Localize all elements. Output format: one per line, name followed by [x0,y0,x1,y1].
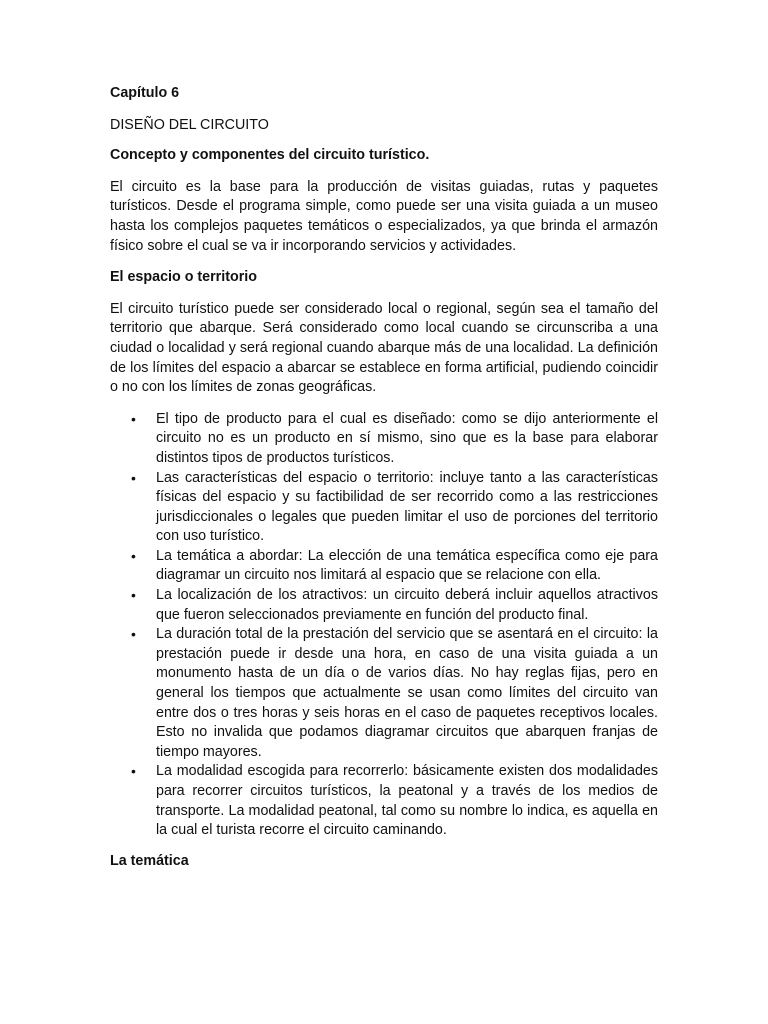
list-item [110,586,658,625]
list-item [110,762,658,840]
bullet-icon: • [131,587,136,604]
list-item-text: La modalidad escogida para recorrerlo: básicamente existen dos modalidades para recorrer circuitos turísticos, la peatonal y a través de los medios de transporte. La modalidad peatonal, tal como su nombre lo indica, es aquella en la cual el turista recorre el circuito caminando. [156,763,658,839]
list-item-text: El tipo de producto para el cual es diseñado: como se dijo anteriormente el circuito no es un producto en sí mismo, sino que es la base para elaborar distintos tipos de productos turísticos. [156,410,658,466]
factors-list [110,410,658,841]
document-page [110,84,658,883]
bullet-icon: • [131,547,136,564]
theme-subtitle: La temática [110,852,189,869]
list-item [110,625,658,762]
bullet-icon: • [131,469,136,486]
list-item-text: La temática a abordar: La elección de una temática específica como eje para diagramar un circuito nos limitará al espacio que se relacione con ella. [156,547,658,584]
bullet-icon: • [131,410,136,427]
chapter-heading: Capítulo 6 [110,85,180,101]
list-item [110,547,658,586]
intro-paragraph: El circuito es la base para la producción de visitas guiadas, rutas y paquetes turísticos. Desde el programa simple, como puede ser una visita guiada a un museo hasta los complejos paquetes temáticos o especializados, ya que brinda el armazón físico sobre el cual se va ir incorporando servicios y actividades. [110,178,658,254]
list-item [110,469,658,547]
list-item [110,410,658,469]
bullet-icon: • [131,763,136,780]
section-title: DISEÑO DEL CIRCUITO [110,116,269,133]
bullet-icon: • [131,626,136,643]
list-item-text: La duración total de la prestación del servicio que se asentará en el circuito: la prestación puede ir desde una hora, en caso de una visita guiada a un monumento hasta de un día o de varios días. No hay reglas fijas, pero en general los tiempos que actualmente se usan como límites del circuito van entre dos o tres horas y seis horas en el caso de paquetes receptivos locales. Esto no invalida que podamos diagramar circuitos que abarquen franjas de tiempo mayores. [156,626,658,760]
space-subtitle: El espacio o territorio [110,269,257,286]
list-item-text: La localización de los atractivos: un circuito deberá incluir aquellos atractivos que fueron seleccionados previamente en función del producto final. [156,587,658,623]
space-paragraph: El circuito turístico puede ser considerado local o regional, según sea el tamaño del territorio que abarque. Será considerado como local cuando se circunscriba a una ciudad o localidad y será regional cuando abarque más de una localidad. La definición de los límites del espacio a abarcar se establece en forma artificial, pudiendo coincidir o no con los límites de zonas geográficas. [110,300,658,396]
concept-subtitle: Concepto y componentes del circuito turístico. [110,147,430,164]
list-item-text: Las características del espacio o territorio: incluye tanto a las características físicas del espacio y su factibilidad de ser recorrido como a las restricciones jurisdiccionales o legales que pueden limitar el uso de porciones del territorio con uso turístico. [156,469,658,545]
